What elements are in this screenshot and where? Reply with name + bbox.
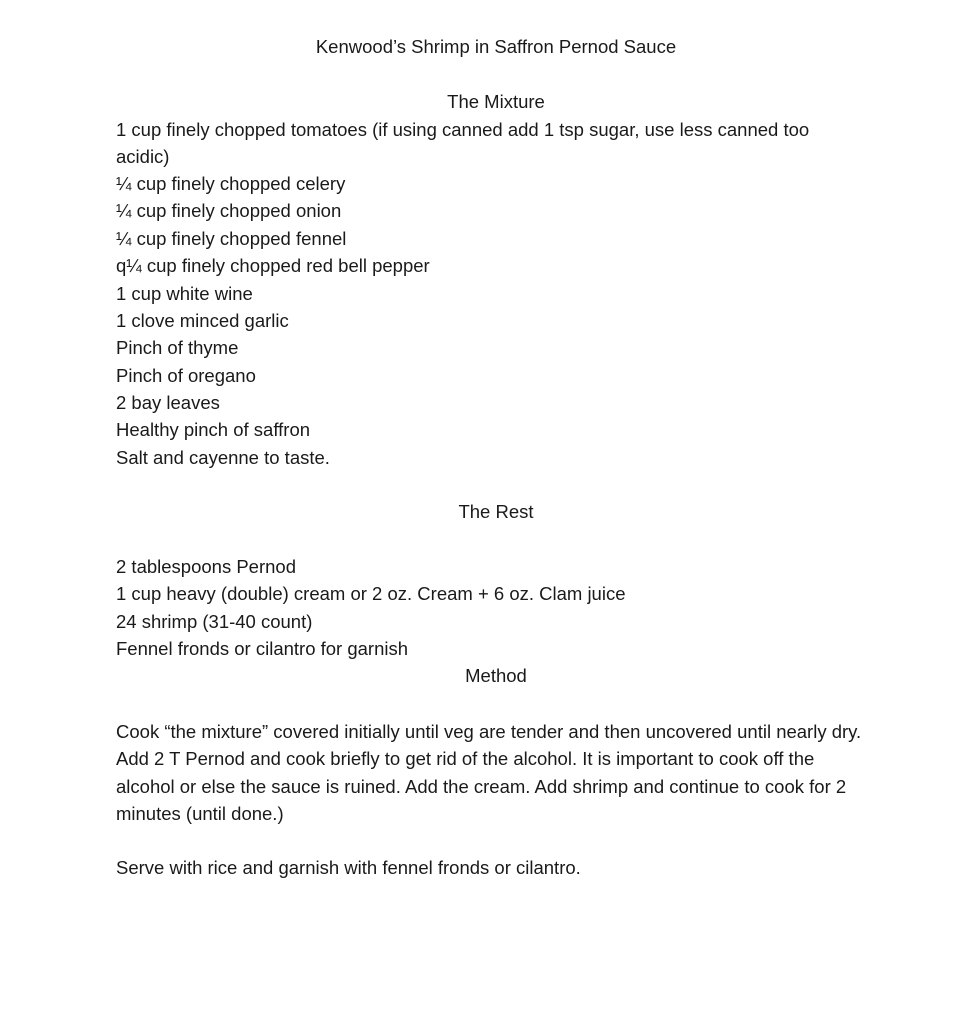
method-heading: Method <box>465 665 527 686</box>
ingredient-item: Salt and cayenne to taste. <box>116 447 330 468</box>
ingredient-item: q¼ cup finely chopped red bell pepper <box>116 255 430 276</box>
ingredient-item: Pinch of thyme <box>116 337 239 358</box>
ingredient-item: Pinch of oregano <box>116 365 256 386</box>
ingredient-item: acidic) <box>116 146 170 167</box>
ingredient-item: Fennel fronds or cilantro for garnish <box>116 638 409 659</box>
ingredient-item: Healthy pinch of saffron <box>116 419 311 440</box>
rest-heading: The Rest <box>458 501 534 522</box>
method-paragraph: Serve with rice and garnish with fennel fronds or cilantro. <box>116 857 581 878</box>
ingredient-item: 1 cup white wine <box>116 283 253 304</box>
ingredient-item: 24 shrimp (31-40 count) <box>116 611 313 632</box>
ingredient-item: 1 cup heavy (double) cream or 2 oz. Cream + 6 oz. Clam juice <box>116 583 626 604</box>
ingredient-item: ¼ cup finely chopped onion <box>116 200 342 221</box>
ingredient-item: ¼ cup finely chopped fennel <box>116 228 347 249</box>
mixture-heading: The Mixture <box>447 91 545 112</box>
ingredient-item: 2 tablespoons Pernod <box>116 556 296 577</box>
ingredient-item: 1 cup finely chopped tomatoes (if using canned add 1 tsp sugar, use less canned too <box>116 119 810 140</box>
method-paragraph: Cook “the mixture” covered initially until veg are tender and then uncovered until nearly dry. Add 2 T Pernod and cook briefly to get rid of the alcohol. It is important to cook off the alcohol or else the sauce is ruined. Add the cream. Add shrimp and continue to cook for 2 minutes (until done.) <box>116 721 862 824</box>
ingredient-item: 1 clove minced garlic <box>116 310 289 331</box>
ingredient-item: 2 bay leaves <box>116 392 220 413</box>
ingredient-item: ¼ cup finely chopped celery <box>116 173 346 194</box>
document-title: Kenwood’s Shrimp in Saffron Pernod Sauce <box>315 36 677 57</box>
